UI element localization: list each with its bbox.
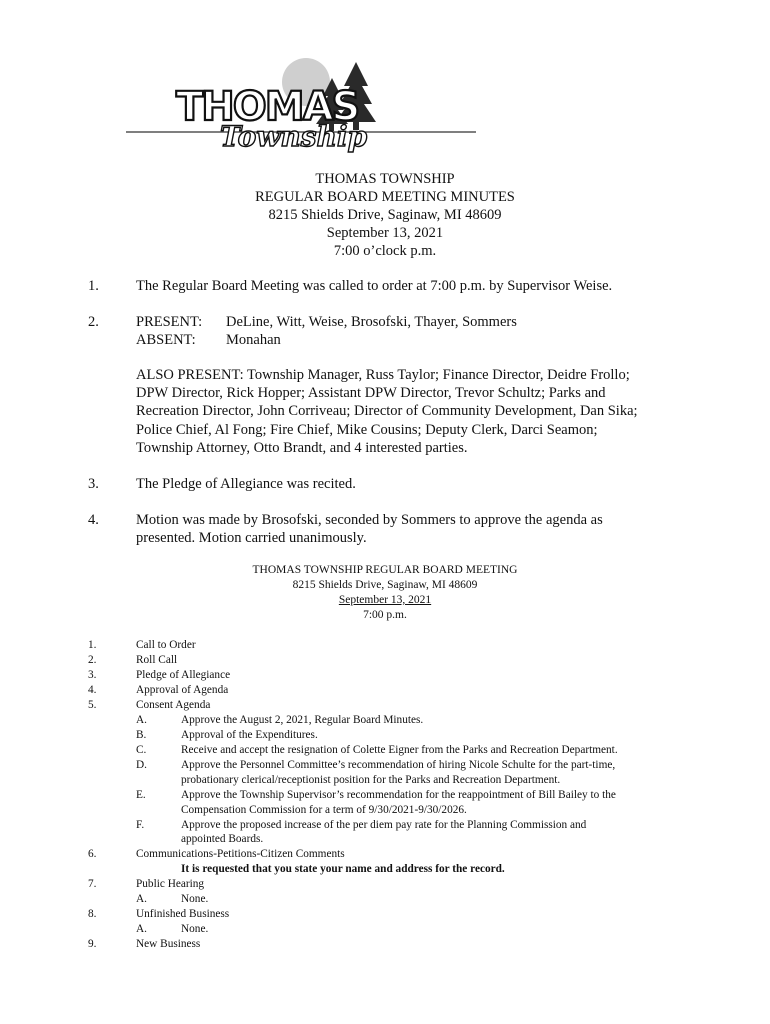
- agenda-item-roll-call: Roll Call: [136, 654, 178, 666]
- agenda-item-number: 1.: [88, 639, 97, 651]
- consent-letter: E.: [136, 789, 146, 801]
- agenda-item-call-to-order: Call to Order: [136, 639, 196, 651]
- consent-letter: C.: [136, 744, 147, 756]
- public-hearing-none: None.: [181, 893, 209, 905]
- agenda-address: 8215 Shields Drive, Saginaw, MI 48609: [292, 579, 478, 591]
- agenda-item-number: 5.: [88, 699, 97, 711]
- header-time: 7:00 o’clock p.m.: [333, 243, 437, 259]
- agenda-item-communications: Communications-Petitions-Citizen Comments: [136, 848, 345, 860]
- thomas-township-logo: [120, 54, 480, 154]
- consent-item-c: Receive and accept the resignation of Colette Eigner from the Parks and Recreation Department.: [181, 744, 618, 756]
- consent-item-e: Approve the Township Supervisor’s recommendation for the reappointment of Bill Bailey to the: [181, 789, 616, 801]
- header-title: THOMAS TOWNSHIP: [315, 171, 455, 187]
- agenda-date: September 13, 2021: [338, 594, 432, 606]
- also-present-line: ALSO PRESENT: Township Manager, Russ Taylor; Finance Director, Deidre Frollo;: [136, 367, 630, 383]
- agenda-item-number: 4.: [88, 684, 97, 696]
- logo-wordmark-thomas: THOMAS: [176, 84, 359, 130]
- agenda-item-consent: Consent Agenda: [136, 699, 211, 711]
- document-header: [0, 170, 770, 260]
- motion-line: presented. Motion carried unanimously.: [136, 530, 367, 547]
- header-date: September 13, 2021: [326, 225, 444, 241]
- minutes-item-motion: [136, 511, 696, 547]
- agenda-item-number: 9.: [88, 938, 97, 950]
- also-present-line: Recreation Director, John Corriveau; Director of Community Development, Dan Sika;: [136, 403, 638, 420]
- agenda-item-number: 3.: [88, 669, 97, 681]
- agenda-header: [0, 563, 770, 623]
- consent-item-f: Approve the proposed increase of the per diem pay rate for the Planning Commission and: [181, 819, 587, 831]
- also-present-line: Police Chief, Al Fong; Fire Chief, Mike Cousins; Deputy Clerk, Darci Seamon;: [136, 421, 598, 438]
- sub-letter: A.: [136, 893, 147, 905]
- agenda-item-number: 7.: [88, 878, 97, 890]
- header-subtitle: REGULAR BOARD MEETING MINUTES: [255, 189, 515, 205]
- logo-wordmark-township: Township: [220, 120, 368, 153]
- minutes-item-number: 1.: [88, 278, 99, 294]
- consent-letter: F.: [136, 819, 145, 831]
- motion-line: Motion was made by Brosofski, seconded by Sommers to approve the agenda as: [136, 512, 603, 528]
- present-names: DeLine, Witt, Weise, Brosofski, Thayer, Sommers: [226, 314, 517, 330]
- absent-names: Monahan: [226, 332, 281, 348]
- agenda-item-public-hearing: Public Hearing: [136, 878, 205, 890]
- minutes-item-call-to-order: The Regular Board Meeting was called to order at 7:00 p.m. by Supervisor Weise.: [136, 278, 613, 294]
- agenda-item-pledge: Pledge of Allegiance: [136, 669, 231, 681]
- consent-item-b: Approval of the Expenditures.: [181, 729, 318, 741]
- unfinished-business-none: None.: [181, 923, 209, 935]
- consent-letter: A.: [136, 714, 147, 726]
- sub-letter: A.: [136, 923, 147, 935]
- agenda-item-unfinished-business: Unfinished Business: [136, 908, 230, 920]
- consent-letter: B.: [136, 729, 147, 741]
- also-present-line: Township Attorney, Otto Brandt, and 4 interested parties.: [136, 439, 468, 456]
- also-present-paragraph: [136, 366, 696, 457]
- agenda-item-number: 2.: [88, 654, 97, 666]
- agenda-item-number: 6.: [88, 848, 97, 860]
- absent-label: ABSENT:: [136, 332, 196, 348]
- logo-graphic: [120, 54, 480, 154]
- consent-letter: D.: [136, 759, 147, 771]
- agenda-item-approval: Approval of Agenda: [136, 684, 229, 696]
- minutes-item-pledge: The Pledge of Allegiance was recited.: [136, 476, 356, 492]
- agenda-title: THOMAS TOWNSHIP REGULAR BOARD MEETING: [252, 564, 518, 576]
- agenda-item-new-business: New Business: [136, 938, 201, 950]
- consent-item-d-cont: probationary clerical/receptionist position for the Parks and Recreation Department.: [181, 774, 561, 786]
- header-address: 8215 Shields Drive, Saginaw, MI 48609: [268, 207, 502, 223]
- minutes-item-number: 2.: [88, 314, 99, 330]
- citizen-comments-note: It is requested that you state your name and address for the record.: [181, 863, 505, 875]
- consent-item-e-cont: Compensation Commission for a term of 9/30/2021-9/30/2026.: [181, 804, 467, 816]
- consent-item-d: Approve the Personnel Committee’s recommendation of hiring Nicole Schulte for the part-time,: [181, 759, 616, 771]
- also-present-line: DPW Director, Rick Hopper; Assistant DPW Director, Trevor Schultz; Parks and: [136, 385, 606, 402]
- consent-item-f-cont: appointed Boards.: [181, 833, 264, 845]
- agenda-item-number: 8.: [88, 908, 97, 920]
- present-label: PRESENT:: [136, 314, 203, 330]
- agenda-time: 7:00 p.m.: [363, 609, 407, 621]
- minutes-item-number: 4.: [88, 512, 99, 528]
- consent-item-a: Approve the August 2, 2021, Regular Board Minutes.: [181, 714, 424, 726]
- minutes-item-number: 3.: [88, 476, 99, 492]
